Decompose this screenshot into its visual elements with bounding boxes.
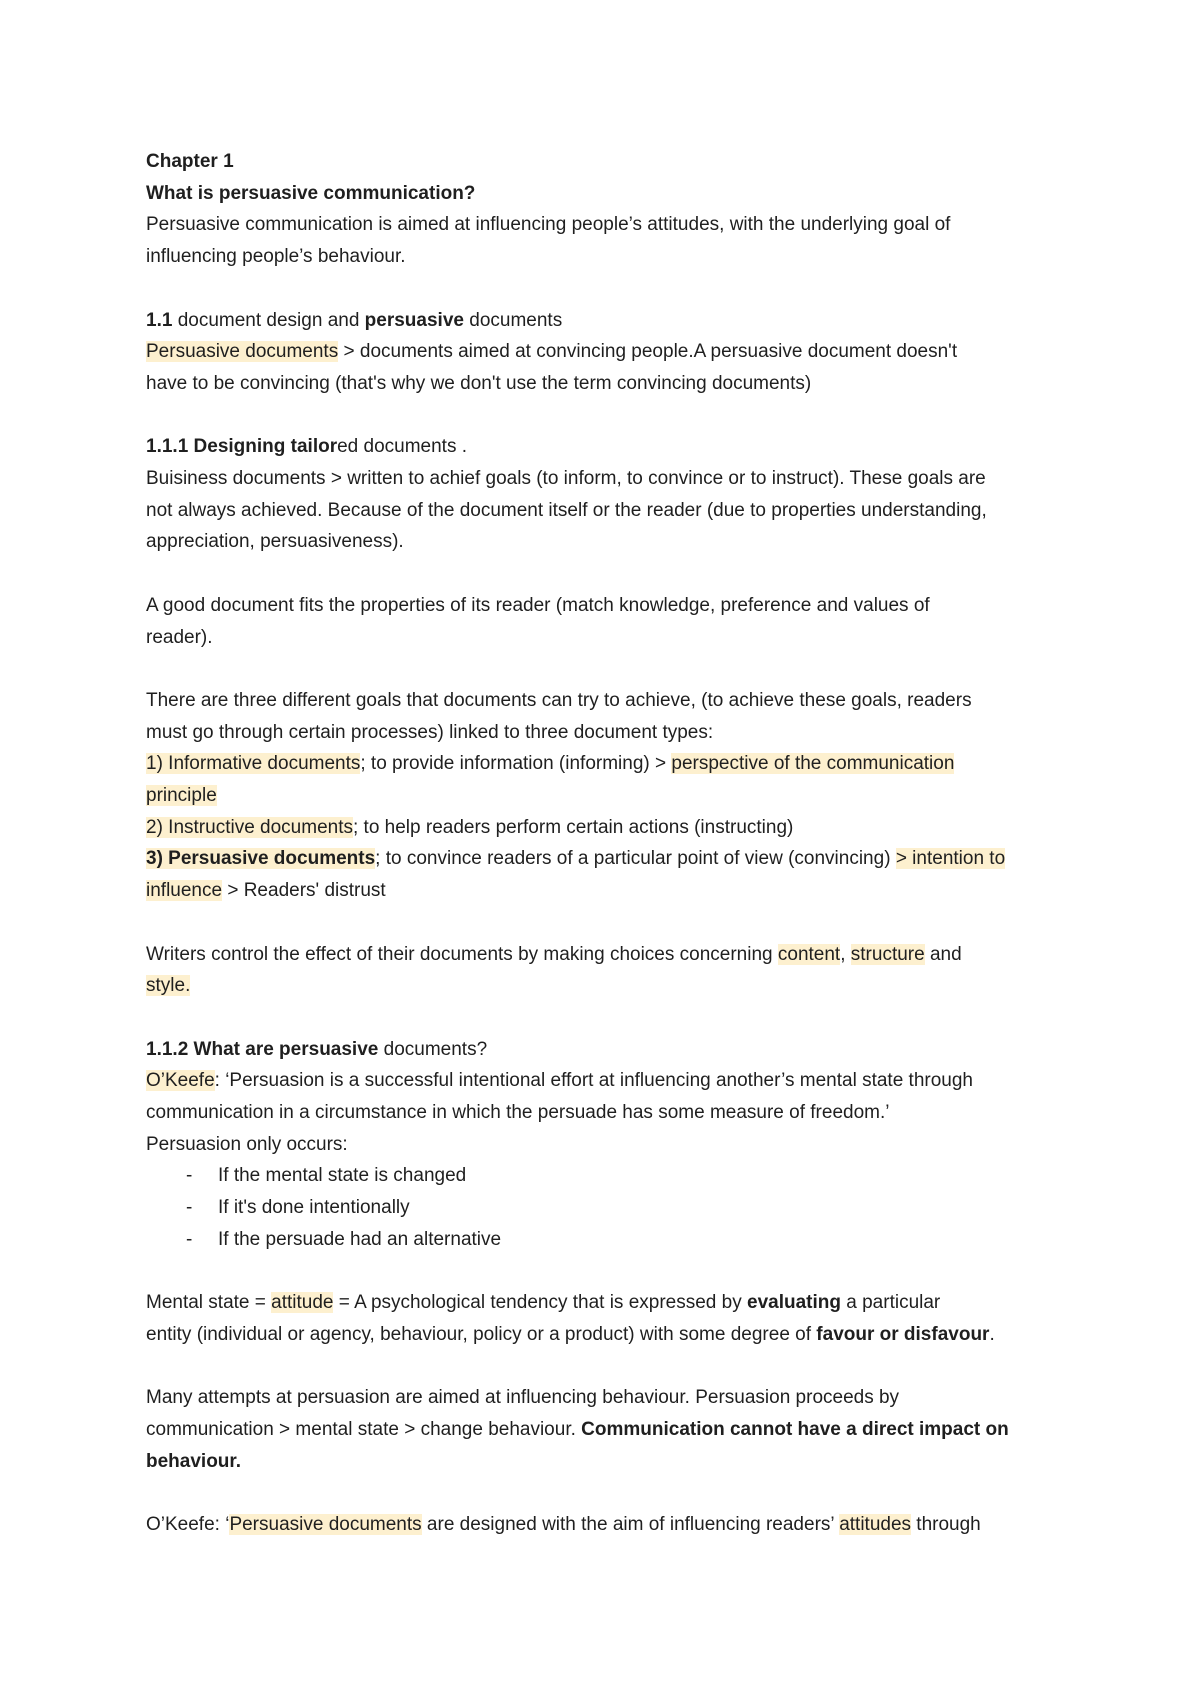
entity-text: entity (individual or agency, behaviour, policy or a product) with some degree of [146, 1323, 817, 1345]
writers-line-2 [146, 970, 1076, 1002]
bold-communication: Communication cannot have a direct impact on [581, 1419, 1009, 1440]
mental-text: a particular [840, 1292, 941, 1314]
highlight-content: content [777, 943, 841, 965]
highlight-instructive: 2) Instructive documents [146, 816, 353, 838]
item-text: ; to provide information (informing) > [360, 753, 672, 775]
highlight-intention: > intention to [895, 848, 1006, 870]
section-title-text: document design and [172, 309, 365, 331]
business-docs-line-2: not always achieved. Because of the document itself or the reader (due to properties understanding, [146, 499, 987, 521]
chapter-title: Chapter 1 [146, 151, 234, 172]
section-title-end: documents [463, 309, 563, 331]
section-title-bold: 1.1.1 Designing tailor [146, 436, 338, 458]
bold-evaluating: evaluating [747, 1292, 841, 1314]
many-attempts-line-1: Many attempts at persuasion are aimed at influencing behaviour. Persuasion proceeds by [146, 1387, 900, 1409]
highlight-principle: principle [146, 785, 217, 806]
section-title-bold: 1.1.2 What are persuasive [146, 1038, 379, 1060]
and-text: and [924, 943, 962, 965]
item-text: ; to convince readers of a particular point of view (convincing) [375, 848, 896, 870]
mental-text: = A psychological tendency that is expressed by [333, 1292, 747, 1314]
list-item-informative [146, 748, 1076, 780]
highlight-attitudes: attitudes [839, 1514, 912, 1536]
persuasive-docs-text: > documents aimed at convincing people.A persuasive document doesn't [338, 341, 958, 363]
persuasive-docs-line-2: have to be convincing (that's why we don't use the term convincing documents) [146, 372, 812, 394]
list-item: - If the persuade had an alternative [146, 1224, 1076, 1256]
highlight-style: style. [146, 975, 191, 997]
goals-line-2: must go through certain processes) linked to three document types: [146, 721, 714, 743]
list-item-informative-cont [146, 780, 1076, 812]
section-1-1-title [146, 305, 1076, 337]
highlight-perspective: perspective of the communication [671, 753, 955, 775]
many-attempts-line-3: behaviour. [146, 1450, 242, 1472]
good-doc-line-1: A good document fits the properties of its reader (match knowledge, preference and values of [146, 594, 930, 616]
many-text: communication > mental state > change behaviour. [146, 1419, 582, 1440]
business-docs-line-1: Buisiness documents > written to achief goals (to inform, to convince or to instruct). These goals are [146, 468, 986, 489]
okeefe-last-line [146, 1509, 1076, 1541]
document-page [146, 146, 1076, 1541]
main-heading: What is persuasive communication? [146, 182, 476, 204]
list-item: - If it's done intentionally [146, 1192, 1076, 1224]
item-text: ; to help readers perform certain actions (instructing) [352, 816, 794, 838]
persuasion-occurs: Persuasion only occurs: [146, 1133, 348, 1155]
highlight-okeefe: O’Keefe [146, 1070, 215, 1092]
okeefe-line-1 [146, 1065, 1076, 1097]
section-number: 1.1 [146, 309, 173, 331]
good-doc-line-2: reader). [146, 626, 213, 648]
okeefe-text: O’Keefe: ‘ [146, 1514, 230, 1536]
writers-line-1 [146, 939, 1076, 971]
comma: , [840, 943, 851, 965]
list-item-instructive [146, 812, 1076, 844]
business-docs-line-3: appreciation, persuasiveness). [146, 531, 404, 553]
persuasive-docs-line [146, 336, 1076, 368]
okeefe-text: : ‘Persuasion is a successful intentional effort at influencing another’s mental state through [214, 1070, 973, 1092]
item-text: > Readers' distrust [222, 880, 386, 902]
highlight-persuasive-documents-2: Persuasive documents [229, 1514, 422, 1536]
section-1-1-2-title [146, 1034, 1076, 1066]
occurs-list [146, 1160, 1076, 1255]
highlight-persuasive-documents: Persuasive documents [146, 341, 339, 363]
many-attempts-line-2 [146, 1414, 1076, 1446]
intro-line-2: influencing people’s behaviour. [146, 246, 406, 268]
list-item-persuasive [146, 843, 1076, 875]
section-title-end: ed documents . [337, 436, 468, 458]
intro-line-1: Persuasive communication is aimed at influencing people’s attitudes, with the underlying goal of [146, 214, 951, 236]
list-item: - If the mental state is changed [146, 1160, 1076, 1192]
section-title-bold: persuasive [364, 309, 464, 331]
highlight-attitude: attitude [271, 1292, 334, 1314]
section-title-end: documents? [378, 1038, 488, 1060]
okeefe-text: through [911, 1514, 981, 1536]
mental-text: Mental state = [146, 1292, 272, 1314]
highlight-influence: influence [146, 880, 223, 902]
highlight-persuasive: 3) Persuasive documents [146, 848, 376, 870]
highlight-informative: 1) Informative documents [146, 753, 361, 775]
highlight-structure: structure [850, 943, 925, 965]
goals-line-1: There are three different goals that documents can try to achieve, (to achieve these goals, readers [146, 689, 972, 711]
okeefe-text: are designed with the aim of influencing readers’ [421, 1514, 840, 1536]
bold-favour: favour or disfavour [816, 1323, 990, 1345]
list-item-persuasive-cont [146, 875, 1076, 907]
writers-text: Writers control the effect of their documents by making choices concerning [146, 943, 778, 965]
mental-state-line-1 [146, 1287, 1076, 1319]
entity-end: . [989, 1323, 995, 1345]
okeefe-line-2: communication in a circumstance in which the persuade has some measure of freedom.’ [146, 1102, 890, 1123]
section-1-1-1-title [146, 431, 1076, 463]
mental-state-line-2 [146, 1319, 1076, 1351]
